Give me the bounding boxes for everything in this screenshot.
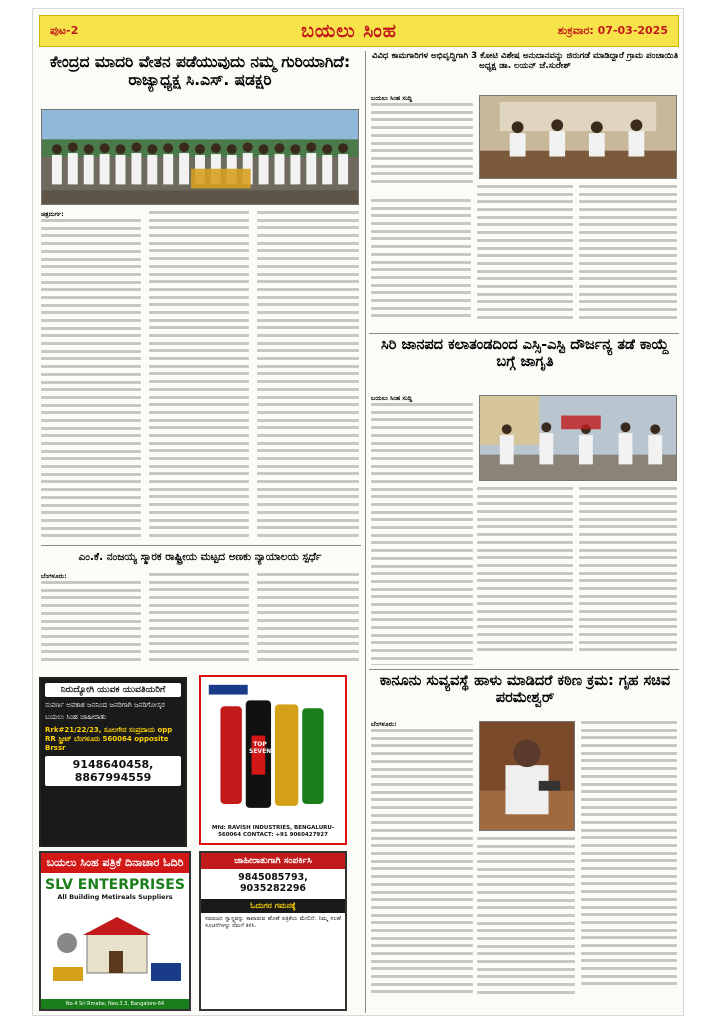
story5-dateline: ಬೆಂಗಳೂರು: [371,721,397,728]
story1-dateline: ಚಿತ್ರದುರ್ಗ: [41,211,64,218]
story3-headline: ಸಿರಿ ಜಾನಪದ ಕಲಾತಂಡದಿಂದ ಎಸ್ಸಿ-ಎಸ್ಟಿ ದೌರ್ಜನ್ಯ ತಡೆ ಕಾಯ್ದೆ ಬಗ್ಗೆ ಜಾಗೃತಿ [381,337,669,371]
notice-text: ಸಮಾಜದ ಸ್ವಾಸ್ಥ್ಯವನ್ನು ಕಾಪಾಡುವ ಹೊಣೆ ಪತ್ರಿಕೆಯ ಮೇಲಿದೆ. ನಿಮ್ಮ ಸಲಹೆ ಸೂಚನೆಗಳನ್ನು ನಮಗೆ ತಿಳಿಸಿ. [205,916,341,929]
story1-photo [41,109,359,205]
notice-header: ಓದುಗರ ಗಮನಕ್ಕೆ [201,899,345,913]
slv-tagline: All Building Metireals Suppliers [57,893,173,901]
job-ad-sub: ಬಯಲು ಸಿಂಹ ಜಾಹೀರಾತು [45,713,107,721]
story3-col-2 [477,487,573,665]
job-ad-address: Rrk#21/22/23, ಸೂಲಗೇನ ಸಂಪ್ರದಾಯ opp RR ಸ್ಟ್ರೀಟ್ ಬೆಂಗಳೂರು 560064 opposite Brssr [45,726,173,752]
story1-col-1 [41,211,141,541]
story5-photo [479,721,575,831]
story1-col-3 [257,211,359,541]
slv-name: SLV ENTERPRISES [45,877,185,893]
story5-col-2 [477,837,575,1011]
newspaper-title: ಬಯಲು ಸಿಂಹ [301,20,397,42]
story2-col-1 [371,95,473,195]
story2-headline: ವಿವಿಧ ಕಾಮಗಾರಿಗಳ ಅಭಿವೃದ್ಧಿಗಾಗಿ 3 ಕೋಟಿ ವಿಶೇಷ ಅನುದಾನವನ್ನು ಜಿರುಗಡೆ ಮಾಡಿದ್ದಾರೆ ಗ್ರಾಮ ಪಂಚಾಯಿತಿ ಅಧ್ಯಕ್ಷ ಡಾ. ಲಯನ್ ಜೆ.ಸುರೇಶ್ [371,51,679,72]
story3-col-3 [579,487,677,665]
story3-col-1 [371,395,473,665]
story5-col-1 [371,721,473,1011]
job-ad-line: ಸುವರ್ಣ ಅವಕಾಶ ಜನನಿಂದ ಜನರಿಗಾಗಿ ಜನರಿಗೋಸ್ಕರ [45,701,165,709]
story4-col-3 [257,573,359,669]
story4-dateline: ಬೆಂಗಳೂರು: [41,573,67,580]
story2-photo [479,95,677,179]
story2-col-4 [579,185,677,329]
story1-col-2 [149,211,249,541]
story4-col-2 [149,573,249,669]
contact-phones: 9845085793, 9035282296 [238,872,308,894]
job-ad-phones: 9148640458, 8867994559 [45,756,181,786]
page-number: ಪುಟ-2 [50,24,79,37]
story3-dateline: ಬಯಲು ಸಿಂಹ ಸುದ್ದಿ [371,395,413,402]
product-image [201,677,345,843]
story1-headline: ಕೇಂದ್ರದ ಮಾದರಿ ವೇತನ ಪಡೆಯುವುದು ನಮ್ಮ ಗುರಿಯಾಗಿದೆ: ರಾಜ್ಯಾಧ್ಯಕ್ಷ ಸಿ.ಎಸ್. ಷಡಕ್ಷರಿ [49,53,351,90]
contact-header: ಜಾಹೀರಾತುಗಾಗಿ ಸಂಪರ್ಕಿಸಿ [201,853,345,869]
story2-dateline: ಬಯಲು ಸಿಂಹ ಸುದ್ದಿ [371,95,413,102]
story5-headline: ಕಾನೂನು ಸುವ್ಯವಸ್ಥೆ ಹಾಳು ಮಾಡಿದರೆ ಕಠಿಣ ಕ್ರಮ: ಗೃಹ ಸಚಿವ ಪರಮೇಶ್ವರ್ [379,673,671,707]
story2-col-3 [477,185,573,329]
story4-headline: ಎಂ.ಕೆ. ನಂಜಯ್ಯ ಸ್ಮಾರಕ ರಾಷ್ಟ್ರೀಯ ಮಟ್ಟದ ಅಣಕು ನ್ಯಾಯಾಲಯ ಸ್ಪರ್ಧೆ [78,551,322,563]
story3-photo [479,395,677,481]
product-ad-footer: Mfd: RAVISH INDUSTRIES, BENGALURU-560064 CONTACT: +91 9060427927 [211,825,335,838]
job-ad [39,677,187,847]
job-ad-heading: ನಿರುದ್ಯೋಗಿ ಯುವಕ ಯುವತಿಯರಿಗೆ [45,683,181,697]
product-ad [199,675,347,845]
story5-col-3 [581,721,677,1011]
story4-col-1 [41,573,141,669]
masthead [39,15,679,47]
story2-col-2 [371,199,471,329]
slv-ad-header: ಬಯಲು ಸಿಂಹ ಪತ್ರಿಕೆ ದಿನಾಚಾರ ಓದಿರಿ [41,853,189,873]
issue-date: ಶುಕ್ರವಾರ: 07-03-2025 [557,24,668,37]
product-brand: TOP SEVEN [249,741,272,755]
newspaper-page [32,8,684,1016]
slv-footer: No.4 Sri Rmabe, Neo.3.3, Bangalore-64 [41,999,189,1009]
slv-ad [39,851,191,1011]
contact-ad [199,851,347,1011]
slv-illustration [47,913,187,991]
